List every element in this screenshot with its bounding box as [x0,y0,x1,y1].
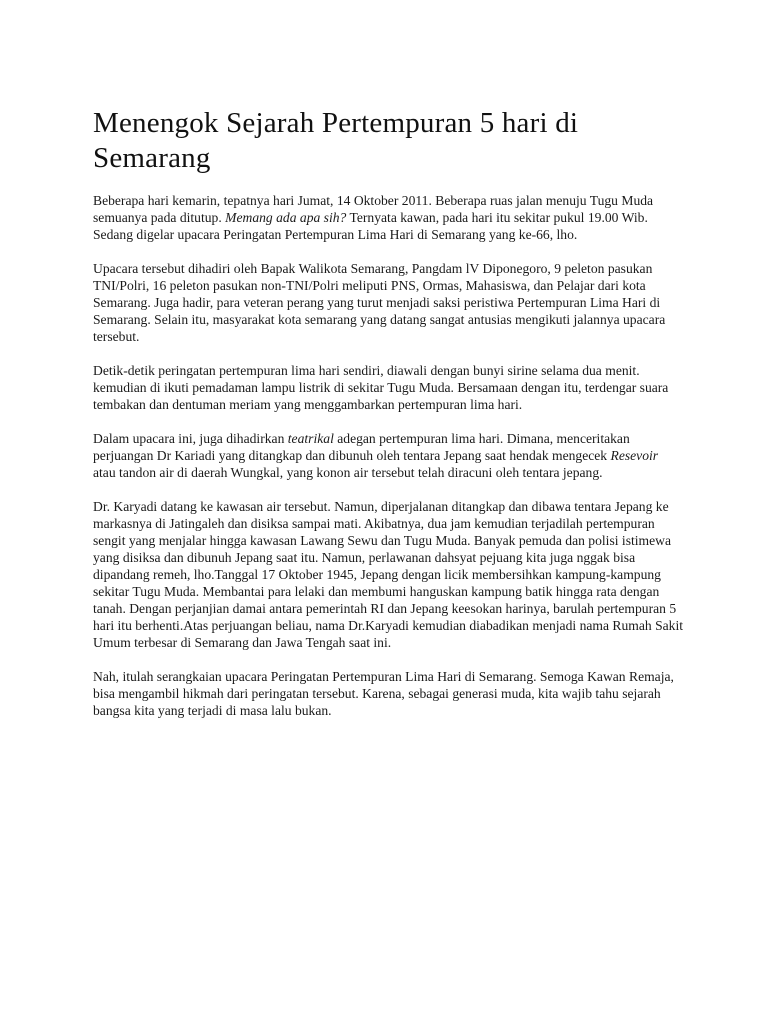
paragraph-4-text-c: atau tandon air di daerah Wungkal, yang konon air tersebut telah diracuni oleh tentara jepang. [93,465,603,480]
paragraph-6: Nah, itulah serangkaian upacara Peringatan Pertempuran Lima Hari di Semarang. Semoga Kawan Remaja, bisa mengambil hikmah dari peringatan tersebut. Karena, sebagai generasi muda, kita wajib tahu sejarah bangsa kita yang terjadi di masa lalu bukan. [93,669,674,718]
article-title: Menengok Sejarah Pertempuran 5 hari di Semarang [93,107,579,174]
paragraph-4 [93,430,683,481]
article [93,106,683,719]
paragraph-2: Upacara tersebut dihadiri oleh Bapak Walikota Semarang, Pangdam lV Diponegoro, 9 peleton pasukan TNI/Polri, 16 peleton pasukan non-TNI/Polri meliputi PNS, Ormas, Mahasiswa, dan Pelajar dari kota Semarang. Juga hadir, para veteran perang yang turut menjadi saksi peristiwa Pertempuran Lima Hari di Semarang. Selain itu, masyarakat kota semarang yang datang sangat antusias mengikuti jalannya upacara tersebut. [93,261,666,344]
paragraph-1 [93,192,683,243]
paragraph-4-text-a: Dalam upacara ini, juga dihadirkan [93,431,288,446]
paragraph-4-text-b: adegan pertempuran lima hari. Dimana, menceritakan perjuangan Dr Kariadi yang ditangkap dan dibunuh oleh tentara Jepang saat hendak mengecek [93,431,630,463]
paragraph-1-text-b: Ternyata kawan, pada hari itu sekitar pukul 19.00 Wib. Sedang digelar upacara Peringatan Pertempuran Lima Hari di Semarang yang ke-66, lho. [93,210,648,242]
paragraph-5: Dr. Karyadi datang ke kawasan air tersebut. Namun, diperjalanan ditangkap dan dibawa tentara Jepang ke markasnya di Jatingaleh dan disiksa sampai mati. Akibatnya, dua jam kemudian terjadilah pertempuran sengit yang menjalar hingga kawasan Lawang Sewu dan Tugu Muda. Banyak pemuda dan polisi istimewa yang disiksa dan dibunuh Jepang saat itu. Namun, perlawanan dahsyat pejuang kita juga nggak bisa dipandang remeh, lho.Tanggal 17 Oktober 1945, Jepang dengan licik membersihkan kampung-kampung sekitar Tugu Muda. Membantai para lelaki dan membumi hanguskan kampung batik hingga rata dengan tanah. Dengan perjanjian damai antara pemerintah RI dan Jepang keesokan harinya, barulah pertempuran 5 hari itu berhenti.Atas perjuangan beliau, nama Dr.Karyadi kemudian diabadikan menjadi nama Rumah Sakit Umum terbesar di Semarang dan Jawa Tengah saat ini. [93,499,684,650]
paragraph-1-text-a: Beberapa hari kemarin, tepatnya hari Jumat, 14 Oktober 2011. Beberapa ruas jalan menuju Tugu Muda semuanya pada ditutup. [93,193,654,225]
paragraph-4-italic-1: teatrikal [287,431,334,446]
paragraph-3: Detik-detik peringatan pertempuran lima hari sendiri, diawali dengan bunyi sirine selama dua menit. kemudian di ikuti pemadaman lampu listrik di sekitar Tugu Muda. Bersamaan dengan itu, terdengar suara tembakan dan dentuman meriam yang menggambarkan pertempuran lima hari. [93,363,669,412]
paragraph-4-italic-2: Resevoir [610,448,659,463]
paragraph-1-italic: Memang ada apa sih? [225,210,347,225]
